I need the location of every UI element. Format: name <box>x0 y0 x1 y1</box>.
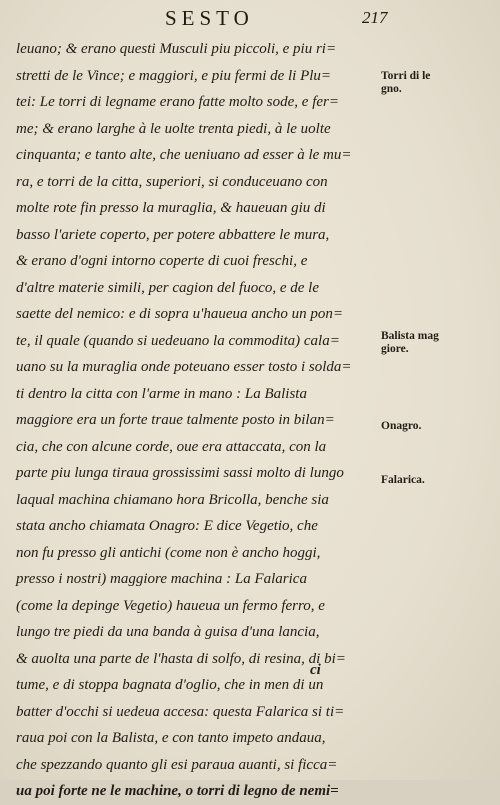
marginal-note-torri: Torri di le gno. <box>381 70 431 95</box>
text-line: batter d'occhi si uedeua accesa: questa Falarica si ti= <box>16 703 345 720</box>
text-line: non fu presso gli antichi (come non è ancho hoggi, <box>16 544 321 561</box>
text-line: & erano d'ogni intorno coperte di cuoi freschi, e <box>16 253 308 269</box>
text-line: ti dentro la citta con l'arme in mano : La Balista <box>16 385 307 402</box>
text-line: stretti de le Vince; e maggiori, e piu fermi de li Plu= <box>16 67 332 84</box>
page-number: 217 <box>362 8 388 27</box>
marginal-note-onagro: Onagro. <box>381 420 422 432</box>
text-line: parte piu lunga tiraua grossissimi sassi molto di lungo <box>16 465 344 481</box>
text-line: te, il quale (quando si uedeuano la commodita) cala= <box>16 332 340 349</box>
text-line: maggiore era un forte traue talmente posto in bilan= <box>16 412 335 428</box>
text-line: leuano; & erano questi Musculi piu piccoli, e piu ri= <box>16 41 337 57</box>
text-line: cia, che con alcune corde, oue era attaccata, con la <box>16 438 327 455</box>
text-line: molte rote fin presso la muraglia, & haueuan giu di <box>16 200 326 216</box>
marginal-note-falarica: Falarica. <box>381 474 425 486</box>
text-line: saette del nemico: e di sopra u'haueua ancho un pon= <box>16 306 344 322</box>
text-line: d'altre materie simili, per cagion del fuoco, e de le <box>16 279 320 296</box>
text-line: (come la depinge Vegetio) haueua un fermo ferro, e <box>16 597 325 614</box>
text-line: uano su la muraglia onde poteuano esser tosto i solda= <box>16 359 352 375</box>
text-line: basso l'ariete coperto, per potere abbattere le mura, <box>16 226 330 243</box>
text-line: raua poi con la Balista, e con tanto impeto andaua, <box>16 730 326 746</box>
text-line: tei: Le torri di legname erano fatte molto sode, e fer= <box>16 94 339 110</box>
catchword: ci <box>310 662 321 678</box>
text-line: cinquanta; e tanto alte, che ueniuano ad esser à le mu= <box>16 147 352 163</box>
text-line: che spezzando quanto gli esi paraua auanti, si ficca= <box>16 756 338 773</box>
text-line: laqual machina chiamano hora Bricolla, benche sia <box>16 491 329 508</box>
text-line: tume, e di stoppa bagnata d'oglio, che in men di un <box>16 677 324 693</box>
text-line: ua poi forte ne le machine, o torri di legno de nemi= <box>16 783 339 799</box>
text-line: lungo tre piedi da una banda à guisa d'una lancia, <box>16 624 320 640</box>
text-line: & auolta una parte de l'hasta di solfo, di resina, di bi= <box>16 650 346 667</box>
text-line: presso i nostri) maggiore machina : La Falarica <box>16 571 307 587</box>
running-head-title: SESTO <box>165 6 254 30</box>
running-head <box>0 4 500 30</box>
marginal-note-balista: Balista mag giore. <box>381 330 439 355</box>
text-line: stata ancho chiamata Onagro: E dice Vegetio, che <box>16 518 318 534</box>
text-line: me; & erano larghe à le uolte trenta piedi, à le uolte <box>16 120 331 137</box>
text-line: ra, e torri de la citta, superiori, si conduceuano con <box>16 173 328 190</box>
main-text-block <box>16 36 378 805</box>
